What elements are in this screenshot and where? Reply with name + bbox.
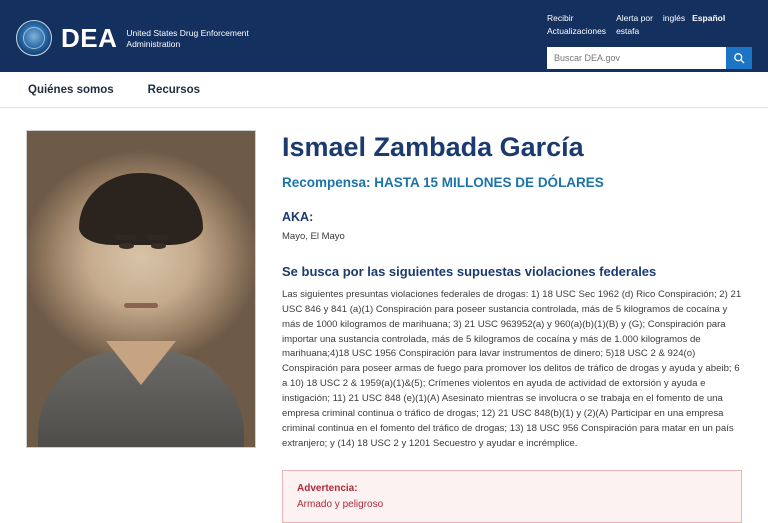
- utility-link-recibir[interactable]: Recibir: [547, 13, 574, 23]
- mugshot-brow-left: [115, 235, 137, 240]
- reward-amount: HASTA 15 MILLONES DE DÓLARES: [374, 175, 604, 191]
- mugshot-eye-left: [119, 243, 134, 249]
- search-input[interactable]: [547, 47, 726, 69]
- language-switcher: [663, 12, 725, 38]
- mugshot-mouth: [124, 303, 158, 308]
- warning-title: Advertencia:: [297, 482, 358, 494]
- violations-text: Las siguientes presuntas violaciones federales de drogas: 1) 18 USC Sec 1962 (d) Rico Conspiración; 2) 21 USC 846 y 841 (a)(1) Conspiración para poseer sustancia controlada, más de 5 kilogramos de cocaína y más de 1000 kilogramos de marihuana; 3) 21 USC 963952(a) y 960(a)(b)(1)(B) y (G); Conspiración para importar una sustancia controlada, más de 5 kilogramos de cocaína y más de 1.000 kilogramos de marihuana;4)18 USC 1956 Conspiración para lavar instrumentos de dinero; 5)18 USC 2 & 924(o) Conspiración para poseer armas de fuego para promover los delitos de tráfico de drogas y ayuda y abeib; 6 a 10) 18 USC 2 & 1959(a)(1)&(5); Crímenes violentos en ayuda de actividad de extorsión y ayuda e instigación; 11) 21 USC 848 (e)(1)(A) Asesinato mientras se involucra o se trabaja en el fomento de una empresa criminal continua o tráfico de drogas; 12) 21 USC 848(b)(1) y (2)(A) Participar en una empresa criminal continua en el fomento del tráfico de drogas; 13) 18 USC 956 Conspiración para matar en un país extranjero; y (14) 18 USC 2 y 1201 Secuestro y ayudar e incrémplice.: [282, 289, 742, 449]
- language-option-espanol[interactable]: Español: [692, 13, 726, 23]
- utility-updates-group: [547, 12, 606, 38]
- brand-agency-name-line1: United States Drug Enforcement: [126, 27, 249, 38]
- reward-label: Recompensa:: [282, 175, 371, 191]
- site-search: [547, 47, 752, 69]
- fugitive-profile: [0, 108, 768, 523]
- search-icon: [733, 52, 745, 64]
- brand-agency-name: [126, 26, 248, 51]
- nav-item-quienes-somos[interactable]: Quiénes somos: [28, 83, 114, 96]
- utility-link-estafa[interactable]: estafa: [616, 25, 640, 36]
- photo-column: [26, 130, 256, 523]
- utility-links: [547, 12, 752, 38]
- brand-abbr: DEA: [61, 23, 118, 53]
- brand-agency-name-line2: Administration: [126, 39, 181, 49]
- mugshot-face: [85, 193, 197, 341]
- nav-item-recursos[interactable]: Recursos: [147, 83, 201, 96]
- mugshot-image: [27, 131, 255, 447]
- page-title: Ismael Zambada García: [282, 132, 584, 162]
- utility-scam-group: [616, 12, 653, 38]
- primary-navigation: [0, 72, 768, 108]
- mugshot-brow-right: [147, 235, 169, 240]
- warning-callout: [282, 470, 742, 523]
- fugitive-photo: [26, 130, 256, 448]
- dea-seal-icon: [16, 20, 52, 56]
- header-utility-area: [547, 10, 752, 69]
- site-header: [0, 0, 768, 72]
- utility-link-alerta[interactable]: Alerta por: [616, 13, 653, 23]
- language-option-ingles[interactable]: inglés: [662, 13, 686, 23]
- warning-text: Armado y peligroso: [297, 498, 384, 510]
- mugshot-eye-right: [151, 243, 166, 249]
- reward-line: [282, 175, 742, 190]
- violations-heading: Se busca por las siguientes supuestas violaciones federales: [282, 264, 657, 280]
- search-button[interactable]: [726, 47, 752, 69]
- aka-heading: AKA:: [282, 210, 314, 225]
- utility-link-actualizaciones[interactable]: Actualizaciones: [547, 25, 607, 36]
- aka-values: Mayo, El Mayo: [282, 231, 345, 243]
- info-column: [282, 130, 742, 523]
- site-brand[interactable]: [16, 20, 249, 56]
